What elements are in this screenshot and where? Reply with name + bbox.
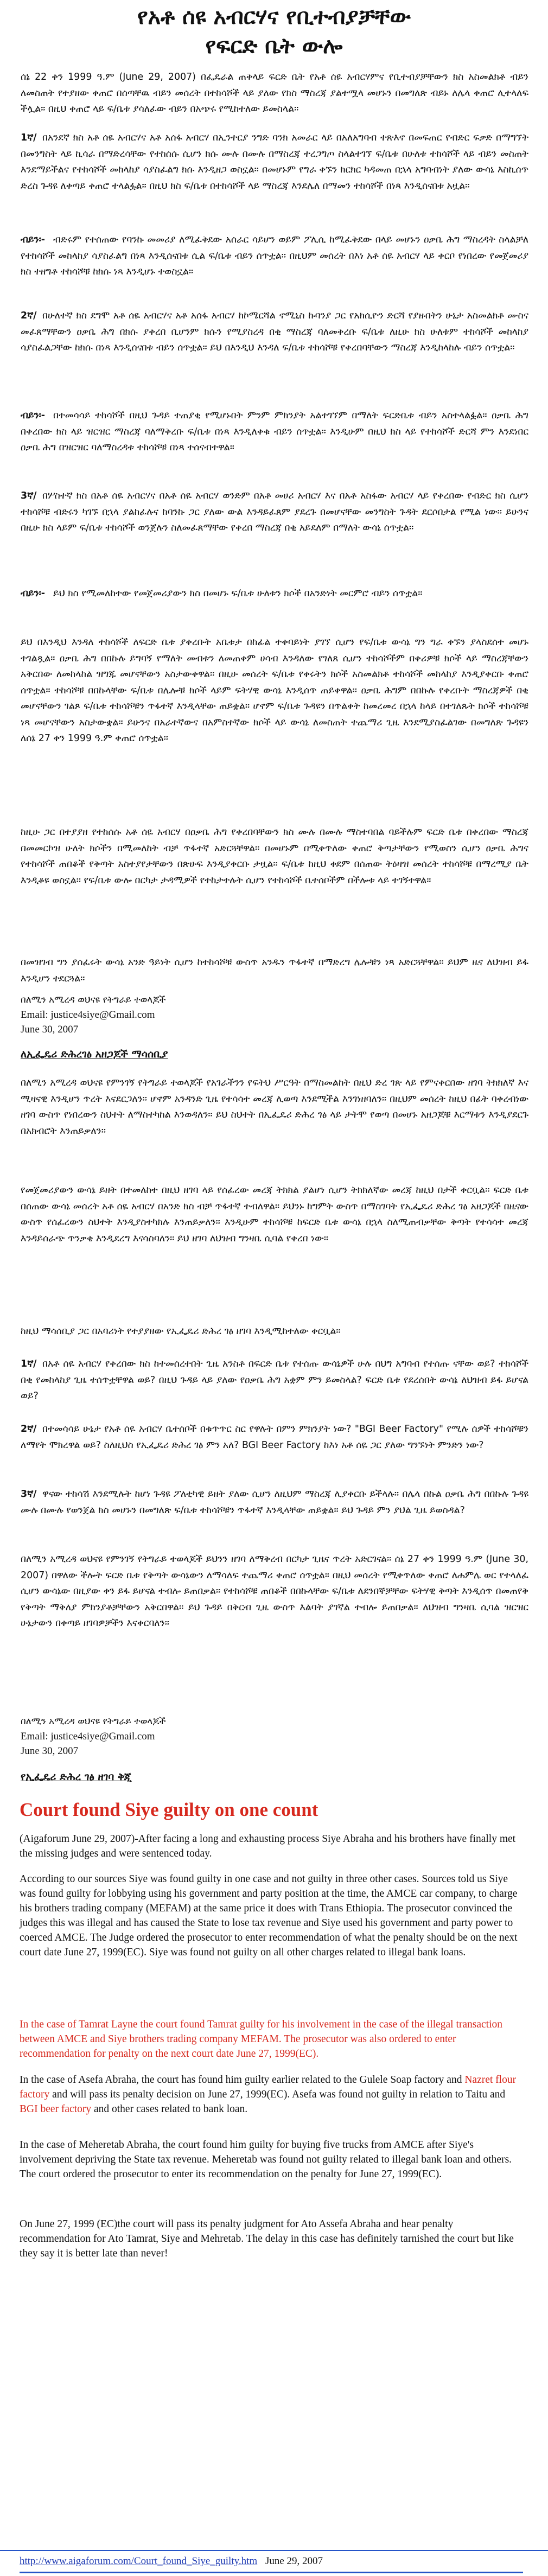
english-text: and other cases related to bank loan. [91,2103,248,2115]
english-paragraph [20,2073,523,2116]
english-paragraph: According to our sources Siye was found guilty in one case and not guilty in three other cases. Sources told us Siye was found guilty for lobbying using his government and party position at the time, the AMCE car company, to charge his brothers trading company (MEFAM) at the same price it does with Trans Ethiopia. The prosecutor convinced the judges this was illegal and has caused the State to lose tax revenue and Siye used his government and party power to coerced AMCE. The Judge ordered the prosecutor to enter recommendation of what the penalty should be on the next court date June 27, 1999(EC). Siye was found not guilty on all other charges related to illegal bank loans. [20,1873,518,1958]
question-text: ዋናው ተከሳሽ እንደሚሉት ከሆነ ጉዳዩ ፖለቲካዊ ይዘት ያለው ሲሆን ለዚህም ማስረጃ ሊያቀርቡ ይችላሉ፡፡ በሌላ በኩል ዐቃቤ ሕግ በበኩሉ ጉዳዩ ሙሉ በሙሉ የወንጀል ክስ መሆኑን በመግለጽ ፍ/ቤቱ ተከሳሾቹን ጥፋተኛ እንዲላቸው ጠይቋል፡፡ ይህ ጉዳይ ምን ያህል ጊዜ ይወስዳል? [21,1489,528,1516]
document-title-line2: የፍርድ ቤት ውሎ [205,34,343,59]
item-number: ብይን፡- [21,234,45,245]
signature-block [21,993,166,1037]
question-text: በተመሳሳይ ሁኔታ የአቶ ሰዬ አብርሃ ቤተሰቦች በቁጥጥር ስር የዋሉት በምን ምክንያት ነው? "BGI Beer Factory" የሚሉ ሰዎች ተከሳሾቹን ለማየት ሞክረዋል ወይ? ስለዚህስ የኢፌዴሪ ድሕረ ገፅ ምን አለ? BGI Beer Factory ከእነ አቶ ሰዬ ጋር ያለው ግንኙነት ምንድን ነው? [21,1424,528,1451]
english-text: and will pass its penalty decision on June 27, 1999(EC). Asefa was found not guilty in relation to Taitu and [49,2089,506,2100]
item-number: 3ኛ/ [21,490,37,501]
question-number: 3ኛ/ [21,1489,37,1500]
question-text: በአቶ ሰዬ አብርሃ የቀረበው ክስ ከተመሰረተበት ጊዜ አንስቶ በፍርድ ቤቱ የተሰጡ ውሳኔዎች ሁሉ በህግ አግባብ የተሰጡ ናቸው ወይ? ተከሳሾች በቂ የመከላከያ ጊዜ ተሰጥቷቸዋል ወይ? በዚህ ጉዳይ ላይ ያለው የዐቃቤ ሕግ አቋም ምን ይመስላል? ፍርድ ቤቱ የደረሰበት ውሳኔ ለህዝብ ይፋ ይሆናል ወይ? [21,1359,528,1401]
signature-email: Email: justice4siye@Gmail.com [21,1731,155,1742]
question-number: 1ኛ/ [21,1359,37,1369]
body-paragraph: ይህ በእንዲህ እንዳለ ተከሳሾች ለፍርድ ቤቱ ያቀረቡት አቤቱታ በከፊል ተቀባይነት ያገኘ ሲሆን የፍ/ቤቱ ውሳኔ ግን ግራ ቀኙን ያላስደሰተ መሆኑ ተገልጿል፡፡ ዐቃቤ ሕግ በበኩሉ ይግባኝ የማለት መብቱን ለመጠቀም ሀሳብ እንዳለው የገለጸ ሲሆን ተከሳሾችም በቀሪዎቹ ክሶች ላይ ማስረጃቸውን አቅርበው ለመከላከል ዝግጁ መሆናቸውን አስታውቀዋል፡፡ በዚሁ መሰረት ፍ/ቤቱ የቀሩትን ክሶች አስመልክቶ ተከሳሾች መከላከያ እንዲያቀርቡ ቀጠሮ ሰጥቷል፡፡ ተከሳሾቹ በበኩላቸው ፍ/ቤቱ በሌሎቹ ክሶች ላይም ፍትሃዊ ውሳኔ እንዲሰጥ ጠይቀዋል፡፡ ዐቃቤ ሕግም በበኩሉ የቀረቡት ማስረጃዎች በቂ መሆናቸውን ገልጾ ፍ/ቤቱ ተከሳሾቹን ጥፋተኛ እንዲላቸው ጠይቋል፡፡ ሆኖም ፍ/ቤቱ ጉዳዩን በጥልቀት ከመረመረ በኋላ ከላይ በተገለጹት ክሶች ተከሳሾቹ ነጻ መሆናቸውን አስታውቋል፡፡ ይሁንና በአራተኛውና በአምስተኛው ክሶች ላይ ውሳኔ ለመስጠት ተጨማሪ ጊዜ እንደሚያስፈልገው በመግለጽ ጉዳዩን ለሰኔ 27 ቀን 1999 ዓ.ም ቀጠሮ ሰጥቷል፡፡ [21,637,528,744]
section2-paragraph-1: በለሚን አሚረዳ ወህናዩ የምንገኝ የትግራይ ተወላጆች የአገራችንን የፍትህ ሥርዓት በማስመልከት በዚህ ድረ ገጽ ላይ የምናቀርበው ዘገባ ትክክለኛ እና ሚዛናዊ እንዲሆን ጥረት እናደርጋለን፡፡ ሆኖም አንዳንድ ጊዜ የተሳሳተ መረጃ ሊወጣ እንደሚችል እንገነዘባለን፡፡ በዚህም መሰረት ከዚህ በፊት ባቀረብነው ዘገባ ውስጥ የነበረውን ስህተት ለማስተካከል እንወዳለን፡፡ ይህ ስህተት በኢፌዴሪ ድሕረ ገፅ ላይ ታትሞ የወጣ በመሆኑ አዘጋጆቹ እርማቱን እንዲያደርጉ በአክብሮት እንጠይቃለን፡፡ [21,1077,528,1137]
highlight-bgi: BGI beer factory [20,2103,92,2115]
item-text: ይህ ክስ የሚመለከተው የመጀመሪያውን ክስ በመሆኑ ፍ/ቤቱ ሁለቱን ክሶች በአንድነት መርምሮ ብይን ሰጥቷል፡፡ [53,588,423,599]
item-text: ብድሩም የተሰጠው የባንኩ መመሪያ ለሚፈቅደው አሰራር ሳይሆን ወይም ፖሊሲ ከሚፈቅደው በላይ መሆኑን ዐቃቤ ሕግ ማስረዳት ስላልቻለ የተከሳሾች መከላከያ ሳያስፈልግ በነጻ እንዲሰናበቱ ሲል ፍ/ቤቱ ብይን ሰጥቷል፡፡ በዚህም መሰረት በእነ አቶ ሰዬ አብርሃ ላይ ቀርቦ የነበረው የመጀመሪያ ክስ ተዘግቶ ተከሳሾቹ ከክሱ ነጻ እንዲሆኑ ተወስኗል፡፡ [21,234,528,277]
english-paragraph: (Aigaforum June 29, 2007)-After facing a long and exhausting process Siye Abraha and his brothers have finally met the missing judges and were sentenced today. [20,1833,516,1859]
section2-paragraph-3: ከዚህ ማሳሰቢያ ጋር በአባሪነት የተያያዘው የኢፌዴሪ ድሕረ ገፅ ዘገባ እንዲሚከተለው ቀርቧል፡፡ [21,1326,341,1337]
question-item [21,1421,528,1453]
list-item [21,130,528,194]
list-item [21,232,528,280]
item-number: ብይን፡- [21,410,45,421]
item-text: በአንደኛ ክስ አቶ ሰዬ አብርሃና አቶ አሰፋ አብርሃ በኢንተርያ ንግድ ባንክ አመራር ላይ በአለአግባብ ተጽእኖ በመፍጠር የብድር ፍቃድ በማግኘት በመንግስት ላይ ኪሳራ በማድረሳቸው የተከሰሱ ሲሆን ክሱ ሙሉ በሙሉ በማስረጃ ተረጋግጦ ስላልተገኘ ፍ/ቤቱ በሁለቱ ተከሳሾች ላይ ብይን መስጠት እንደማይችልና የተከሳሾች መከላከያ ሳያስፈልግ ክሱ እንዲዘጋ ወስኗል፡፡ በመሆኑም የግራ ቀኙን ክርክር ካዳመጠ በኋላ አግባብነት ያለው ውሳኔ እስኪሰጥ ድረስ ጉዳዩ ለቀጣይ ቀጠሮ ተላልፏል፡፡ በዚህ ክስ ፍ/ቤቱ በተከሳሾች ላይ ማስረጃ እንደሌለ በማመን ተከሳሾች በነጻ እንዲሰናበቱ አዟል፡፡ [21,132,528,192]
english-text: In the case of Asefa Abraha, the court has found him guilty earlier related to the Gulele Soap factory and [20,2074,465,2086]
body-paragraph-2: ከዚሁ ጋር በተያያዘ የተከሰሱ አቶ ሰዬ አብርሃ በዐቃቤ ሕግ የቀረበባቸውን ክስ ሙሉ በሙሉ ማስተባበል ባይችሉም ፍርድ ቤቱ በቀረበው ማስረጃ በመመርኮዝ ሁለት ክሶችን በሚመለከት ብቻ ጥፋተኛ አድርጓቸዋል፡፡ በመሆኑም በሚቀጥለው ቀጠሮ ቅጣታቸውን የሚወስን ሲሆን ዐቃቤ ሕግና የተከሳሾች ጠበቆች የቅጣት አስተያየታቸውን በጽሁፍ እንዲያቀርቡ ታዟል፡፡ ፍ/ቤቱ ከዚህ ቀደም በሰጠው ትዕዛዝ መሰረት ተከሳሾቹ በማረሚያ ቤት እንዲቆዩ ወስኗል፡፡ የፍ/ቤቱ ውሎ በርካታ ታዳሚዎች የተከታተሉት ሲሆን የተከሳሾች ቤተሰቦችም በችሎቱ ላይ ተገኝተዋል፡፡ [21,827,528,886]
section2-paragraph-2: የመጀመሪያውን ውሳኔ ይዘት በተመለከተ በዚህ ዘገባ ላይ የሰፈረው መረጃ ትክክል ያልሆነ ሲሆን ትክክለኛው መረጃ ከዚህ በታች ቀርቧል፡፡ ፍርድ ቤቱ በሰጠው ውሳኔ መሰረት አቶ ሰዬ አብርሃ በአንድ ክስ ብቻ ጥፋተኛ ተብለዋል፡፡ ይህንኑ ከግምት ውስጥ በማስገባት የኢፌዴሪ ድሕረ ገፅ አዘጋጆች በዜናው ውስጥ የሰፈረውን ስህተት እንዲያስተካክሉ እንጠይቃለን፡፡ እንዲሁም ተከሳሾቹ ከፍርድ ቤቱ ውሳኔ በኋላ ስለሚጠብቃቸው ቅጣት የተሳሳተ መረጃ እንዳይሰራጭ ጥንቃቄ እንዲደረግ እናሳስባለን፡፡ ይህ ዘገባ ለህዝብ ግንዛቤ ሲባል የቀረበ ነው፡፡ [21,1185,528,1244]
footer-rule [0,2550,548,2551]
signature-date: June 30, 2007 [21,1745,79,1757]
question-number: 2ኛ/ [21,1424,37,1434]
item-number: ብይን፡- [21,588,45,599]
item-number: 1ኛ/ [21,132,37,143]
signature-block [21,1714,166,1758]
english-paragraph: On June 27, 1999 (EC)the court will pass its penalty judgment for Ato Assefa Abraha and hear penalty recommendation for Ato Tamrat, Siye and Mehretab. The delay in this case has definitely tarnished the court but like they say it is better late than never! [20,2218,514,2259]
footer-source-link[interactable]: http://www.aigaforum.com/Court_found_Siye_guilty.htm [20,2555,258,2567]
document-title-line1: የአቶ ሰዩ አብርሃና የቢተብያቻቸው [137,4,411,29]
question-item [21,1487,528,1519]
signature-name: በለሚን አሚረዳ ወህናዩ የትግራይ ተወላጆች [21,1716,166,1727]
section2-paragraph-4: በለሚን አሚረዳ ወህናዩ የምንገኝ የትግራይ ተወላጆች ይህንን ዘገባ ለማቅረብ በርካታ ጊዜና ጥረት አድርገናል፡፡ ሰኔ 27 ቀን 1999 ዓ.ም (June 30, 2007) በዋለው ችሎት ፍርድ ቤቱ የቅጣት ውሳኔውን ለማሳለፍ ተጨማሪ ቀጠሮ ሰጥቷል፡፡ በዚህ መሰረት የሚቀጥለው ቀጠሮ ለሐምሌ ወር የተላለፈ ሲሆን ውሳኔው በዚያው ቀን ይፋ ይሆናል ተብሎ ይጠበቃል፡፡ የተከሳሾቹ ጠበቆች በበኩላቸው ፍ/ቤቱ ለደንበኞቻቸው ፍትሃዊ ቅጣት እንዲሰጥ በመጠየቅ የቅጣት ማቅለያ ምክንያቶቻቸውን አቅርበዋል፡፡ ይህ ጉዳይ በቅርብ ጊዜ ውስጥ እልባት ያገኛል ተብሎ ይጠበቃል፡፡ ለህዝብ ግንዛቤ ሲባል ዝርዝር ሁኔታውን በቀጣይ ዘገባዎቻችን እናቀርባለን፡፡ [21,1554,528,1629]
list-item [21,586,528,602]
signature-name: በለሚን አሚረዳ ወህናዩ የትግራይ ተወላጆች [21,994,166,1005]
footer-date: June 29, 2007 [265,2555,323,2567]
signature-date: June 30, 2007 [21,1024,79,1035]
footer-bottom-rule [20,2572,523,2573]
english-headline: Court found Siye guilty on one count [20,1799,318,1820]
item-text: በተመሳሳይ ተከሳሾች በዚህ ጉዳይ ተጠያቂ የሚሆኑበት ምንም ምክንያት አልተገኘም በማለት ፍርድቤቱ ብይን አስተላልፏል፡፡ ዐቃቤ ሕግ በቀረበው ክስ ላይ ዝርዝር ማስረጃ ባለማቅረቡ ፍ/ቤቱ በነጻ እንዲለቀቁ ብይን ሰጥቷል፡፡ እንዲሁም በዚህ ክስ ላይ የተከሳሾች ድርሻ ምን እንደነበር ዐቃቤ ሕግ በዝርዝር ባለማስረዳቱ ተከሳሾቹ በነጻ ተሰናብተዋል፡፡ [21,410,528,453]
question-item [21,1356,528,1405]
footer [20,2555,323,2567]
signature-email: Email: justice4siye@Gmail.com [21,1009,155,1021]
list-item [21,308,528,356]
list-item [21,488,528,537]
item-number: 2ኛ/ [21,310,37,321]
english-paragraph: In the case of Meheretab Abraha, the court found him guilty for buying five trucks from AMCE after Siye's involvement depriving the State tax revenue. Meheretab was found not guilty related to illegal bank loan and others. The court ordered the prosecutor to enter its recommendation on the penalty for June 27, 1999(EC). [20,2139,512,2180]
item-text: በሁለተኛ ክስ ደግሞ አቶ ሰዬ አብርሃና አቶ አሰፋ አብርሃ ከኮሜርሻል ኖሚኒስ ኩባንያ ጋር የአክሲዮን ድርሻ የያዙበትን ሁኔታ አስመልክቶ ሙስና መፈጸማቸውን ዐቃቤ ሕግ በክሱ ያቀረበ ቢሆንም ክሱን የሚያስረዳ በቂ ማስረጃ ባለመቅረቡ ፍ/ቤቱ ለዚሁ ክስ ሁለቱም ተከሳሾች መከላከያ ሳያስፈልጋቸው ከክሱ በነጻ እንዲሰናበቱ ብይን ሰጥቷል፡፡ ይህ በእንዲህ እንዳለ ፍ/ቤቱ ተከሳሾቹ የቀረበባቸውን ማስረጃ እንዲከላከሉ ብይን ሰጥቷል፡፡ [21,310,528,353]
closing-paragraph: በመዝገብ ግን ያሰፈሩት ውሳኔ አንድ ዓይነት ሲሆን ከተከሳሾቹ ውስጥ አንዱን ጥፋተኛ በማድረግ ሌሎቹን ነጻ አድርጓቸዋል፡፡ ይህም ዜና ለህዝብ ይፋ እንዲሆን ተደርጓል፡፡ [21,957,529,984]
list-item [21,408,528,456]
section-heading: የኢፌዴሪ ድሕረ ገፅ ዘገባ ቅጂ [21,1771,132,1783]
item-text: በሦስተኛ ክስ በአቶ ሰዬ አብርሃና በአቶ ሰዬ አብርሃ ወንድም በአቶ መሀሪ አብርሃ እና በአቶ አስፋው አብርሃ ላይ የቀረበው የብድር ክስ ሲሆን ተከሳሾቹ ብድሩን ካገኙ በኋላ ያልከፈሉና ከባንኩ ጋር ያለው ውል እንዳይፈጸም ያደረጉ በመሆናቸው መንግስት ጉዳት ደርሶበታል የሚል ነው፡፡ ይሁንና በዚሁ ክስ ላይም ፍ/ቤቱ ተከሳሾች ወንጀሉን ስለመፈጸማቸው የቀረበ ማስረጃ በቂ አይደለም በማለት ውሳኔ ሰጥቷል፡፡ [21,490,528,533]
highlight-nazret: Nazret flour factory [20,2074,517,2100]
intro-paragraph: ሰኔ 22 ቀን 1999 ዓ.ም (June 29, 2007) በፌዴራል ጠቅላይ ፍርድ ቤት የአቶ ሰዬ አብርሃምና የቢተብያቻቸውን ክስ አስመልክቶ ብይን ለመስጠት የተያዘው ቀጠሮ በሰጣቸዉ ብይን መሰረት በተከሳሾች ላይ ያለው የክስ ማስረጃ ያልተሟላ መሆኑን በመግለጽ ብይኑ ለሌላ ቀጠሮ ሊተላለፍ ችሏል፡፡ በዚህ ቀጠሮ ላይ ፍ/ቤቱ ያሳለፈው ብይን በአጭሩ የሚከተለው ይመስላል፡፡ [21,72,528,114]
section-heading: ለኢፌዴሪ ድሕረገፅ አዘጋጆች ማሳሰቢያ [21,1048,168,1060]
english-paragraph-highlight: In the case of Tamrat Layne the court found Tamrat guilty for his involvement in the case of the illegal transaction between AMCE and Siye brothers trading company MEFAM. The prosecutor was also ordered to enter recommendation for penalty on the next court date June 27, 1999(EC). [20,2019,503,2059]
